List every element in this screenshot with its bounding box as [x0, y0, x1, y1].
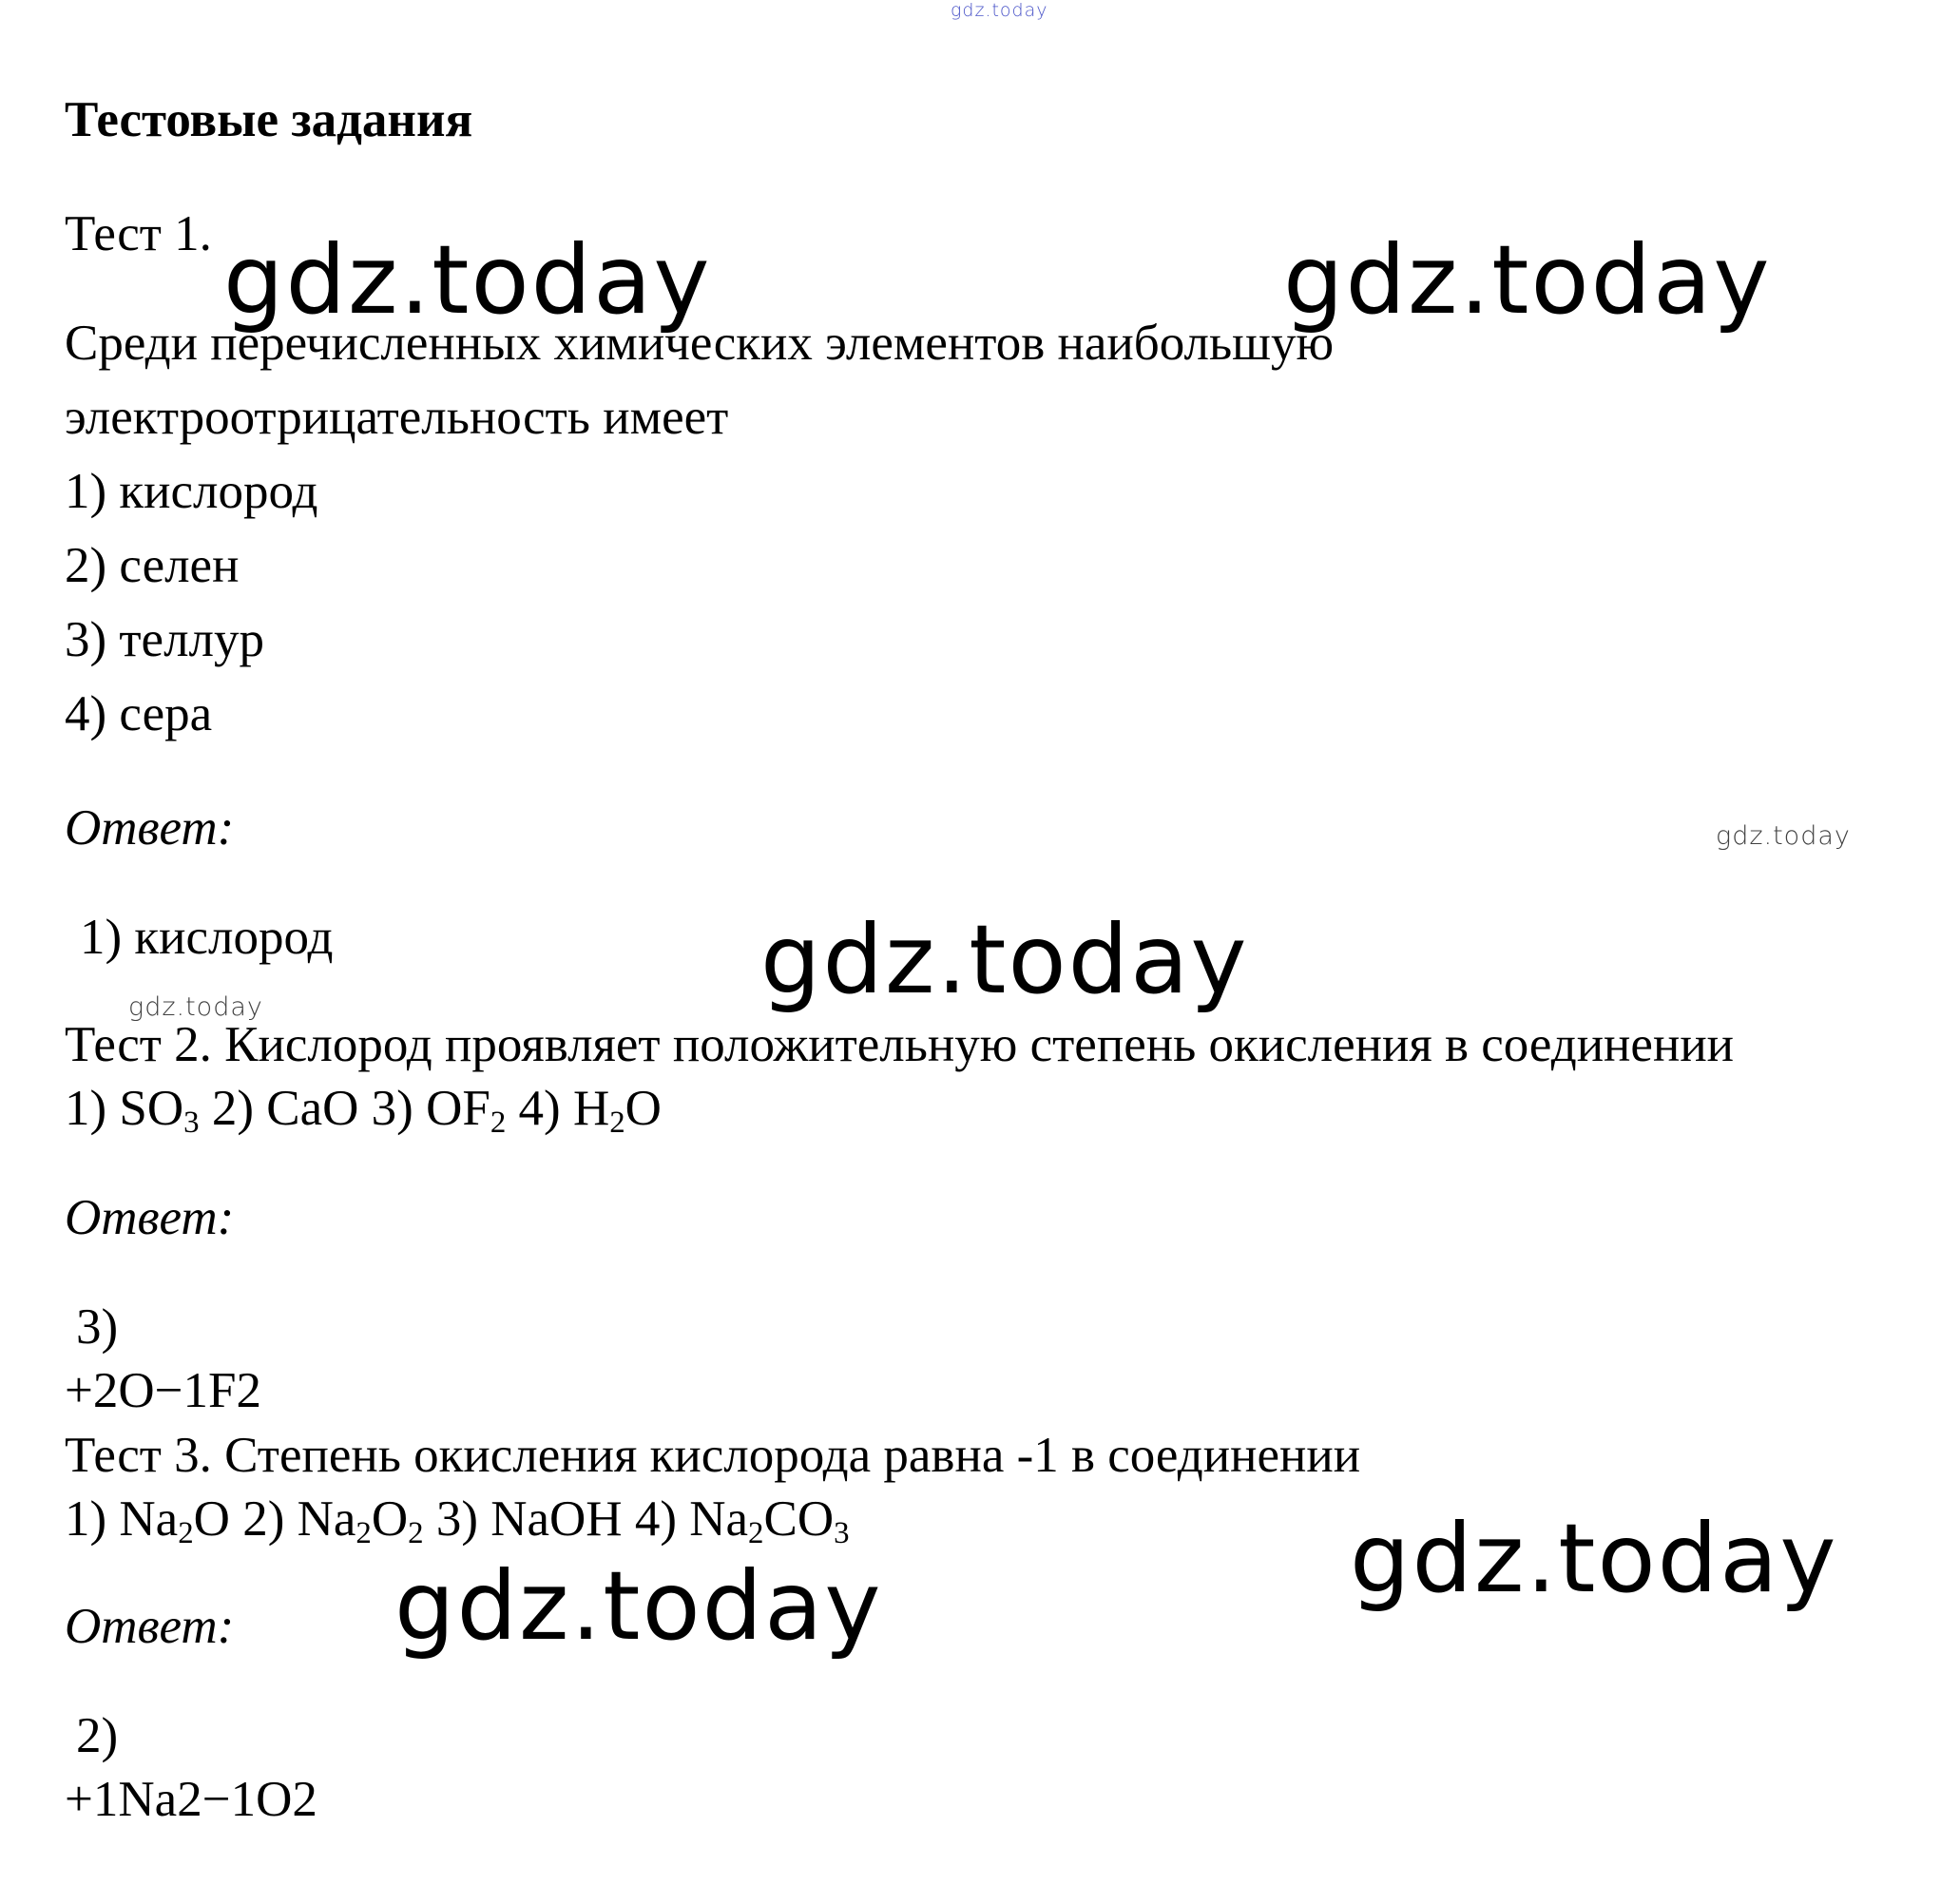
test3-option-4-sub: 2	[748, 1516, 764, 1551]
test3-answer-label: Ответ:	[65, 1599, 235, 1654]
test1-question-line1: Среди перечисленных химических элементов наибольшую	[65, 316, 1335, 371]
test2-option-2-formula: CaO	[266, 1081, 359, 1136]
test3-option-2-num: 2)	[229, 1491, 298, 1547]
test2-option-2-num: 2)	[199, 1081, 267, 1136]
watermark-top: gdz.today	[951, 0, 1048, 21]
test2-option-1-sub: 3	[183, 1106, 200, 1141]
test1-option-3: 3) теллур	[65, 612, 264, 667]
test3-option-4-num: 4)	[622, 1491, 690, 1547]
test3-option-3-formula: NaOH	[490, 1491, 623, 1547]
test3-option-1-tail: O	[193, 1491, 230, 1547]
test3-option-2-formula: Na	[297, 1491, 356, 1547]
watermark-big-1: gdz.today	[223, 224, 712, 336]
test3-title: Тест 3. Степень окисления кислорода равна -1 в соединении	[65, 1428, 1361, 1483]
test3-option-3-num: 3)	[423, 1491, 491, 1547]
test1-title: Тест 1.	[65, 206, 212, 261]
test1-option-1: 1) кислород	[65, 464, 318, 519]
watermark-big-5: gdz.today	[394, 1550, 883, 1662]
test2-title: Тест 2. Кислород проявляет положительную степень окисления в соединении	[65, 1017, 1735, 1072]
test1-option-4: 4) сера	[65, 686, 213, 741]
watermark-big-3: gdz.today	[760, 904, 1249, 1015]
test2-option-1-formula: SO	[119, 1081, 184, 1136]
test2-answer-num: 3)	[76, 1299, 119, 1355]
test2-option-4-sub: 2	[609, 1106, 625, 1141]
watermark-big-4: gdz.today	[1350, 1503, 1838, 1614]
test1-answer-label: Ответ:	[65, 800, 235, 856]
test2-option-3-sub: 2	[490, 1106, 507, 1141]
test1-answer: 1) кислород	[80, 910, 334, 965]
test2-option-4-formula: H	[572, 1081, 610, 1136]
test2-answer-formula: +2O−1F2	[65, 1363, 262, 1418]
test2-answer-label: Ответ:	[65, 1190, 235, 1245]
test2-option-4-tail: O	[625, 1081, 662, 1136]
watermark-big-2: gdz.today	[1283, 224, 1772, 336]
test1-option-2: 2) селен	[65, 538, 240, 593]
test2-options	[65, 1081, 662, 1141]
test3-option-2-sub2: 2	[408, 1516, 424, 1551]
test3-option-1-sub: 2	[178, 1516, 194, 1551]
test3-answer-num: 2)	[76, 1708, 119, 1763]
watermark-small-2: gdz.today	[128, 992, 263, 1022]
test3-option-2-sub: 2	[355, 1516, 372, 1551]
test3-options	[65, 1491, 850, 1551]
test2-option-1-num: 1)	[65, 1081, 120, 1136]
test2-option-3-formula: OF	[426, 1081, 490, 1136]
test3-option-2-tail: O	[371, 1491, 409, 1547]
test3-option-1-formula: Na	[119, 1491, 179, 1547]
test3-option-4-tail: CO	[763, 1491, 835, 1547]
test3-option-1-num: 1)	[65, 1491, 120, 1547]
test2-option-3-num: 3)	[358, 1081, 427, 1136]
test1-question-line2: электроотрицательность имеет	[65, 390, 729, 445]
test3-option-4-sub2: 3	[834, 1516, 850, 1551]
test2-option-4-num: 4)	[506, 1081, 573, 1136]
page-title: Тестовые задания	[65, 92, 473, 147]
test3-answer-formula: +1Na2−1O2	[65, 1772, 317, 1827]
watermark-small-1: gdz.today	[1716, 821, 1851, 851]
test3-option-4-formula: Na	[689, 1491, 749, 1547]
